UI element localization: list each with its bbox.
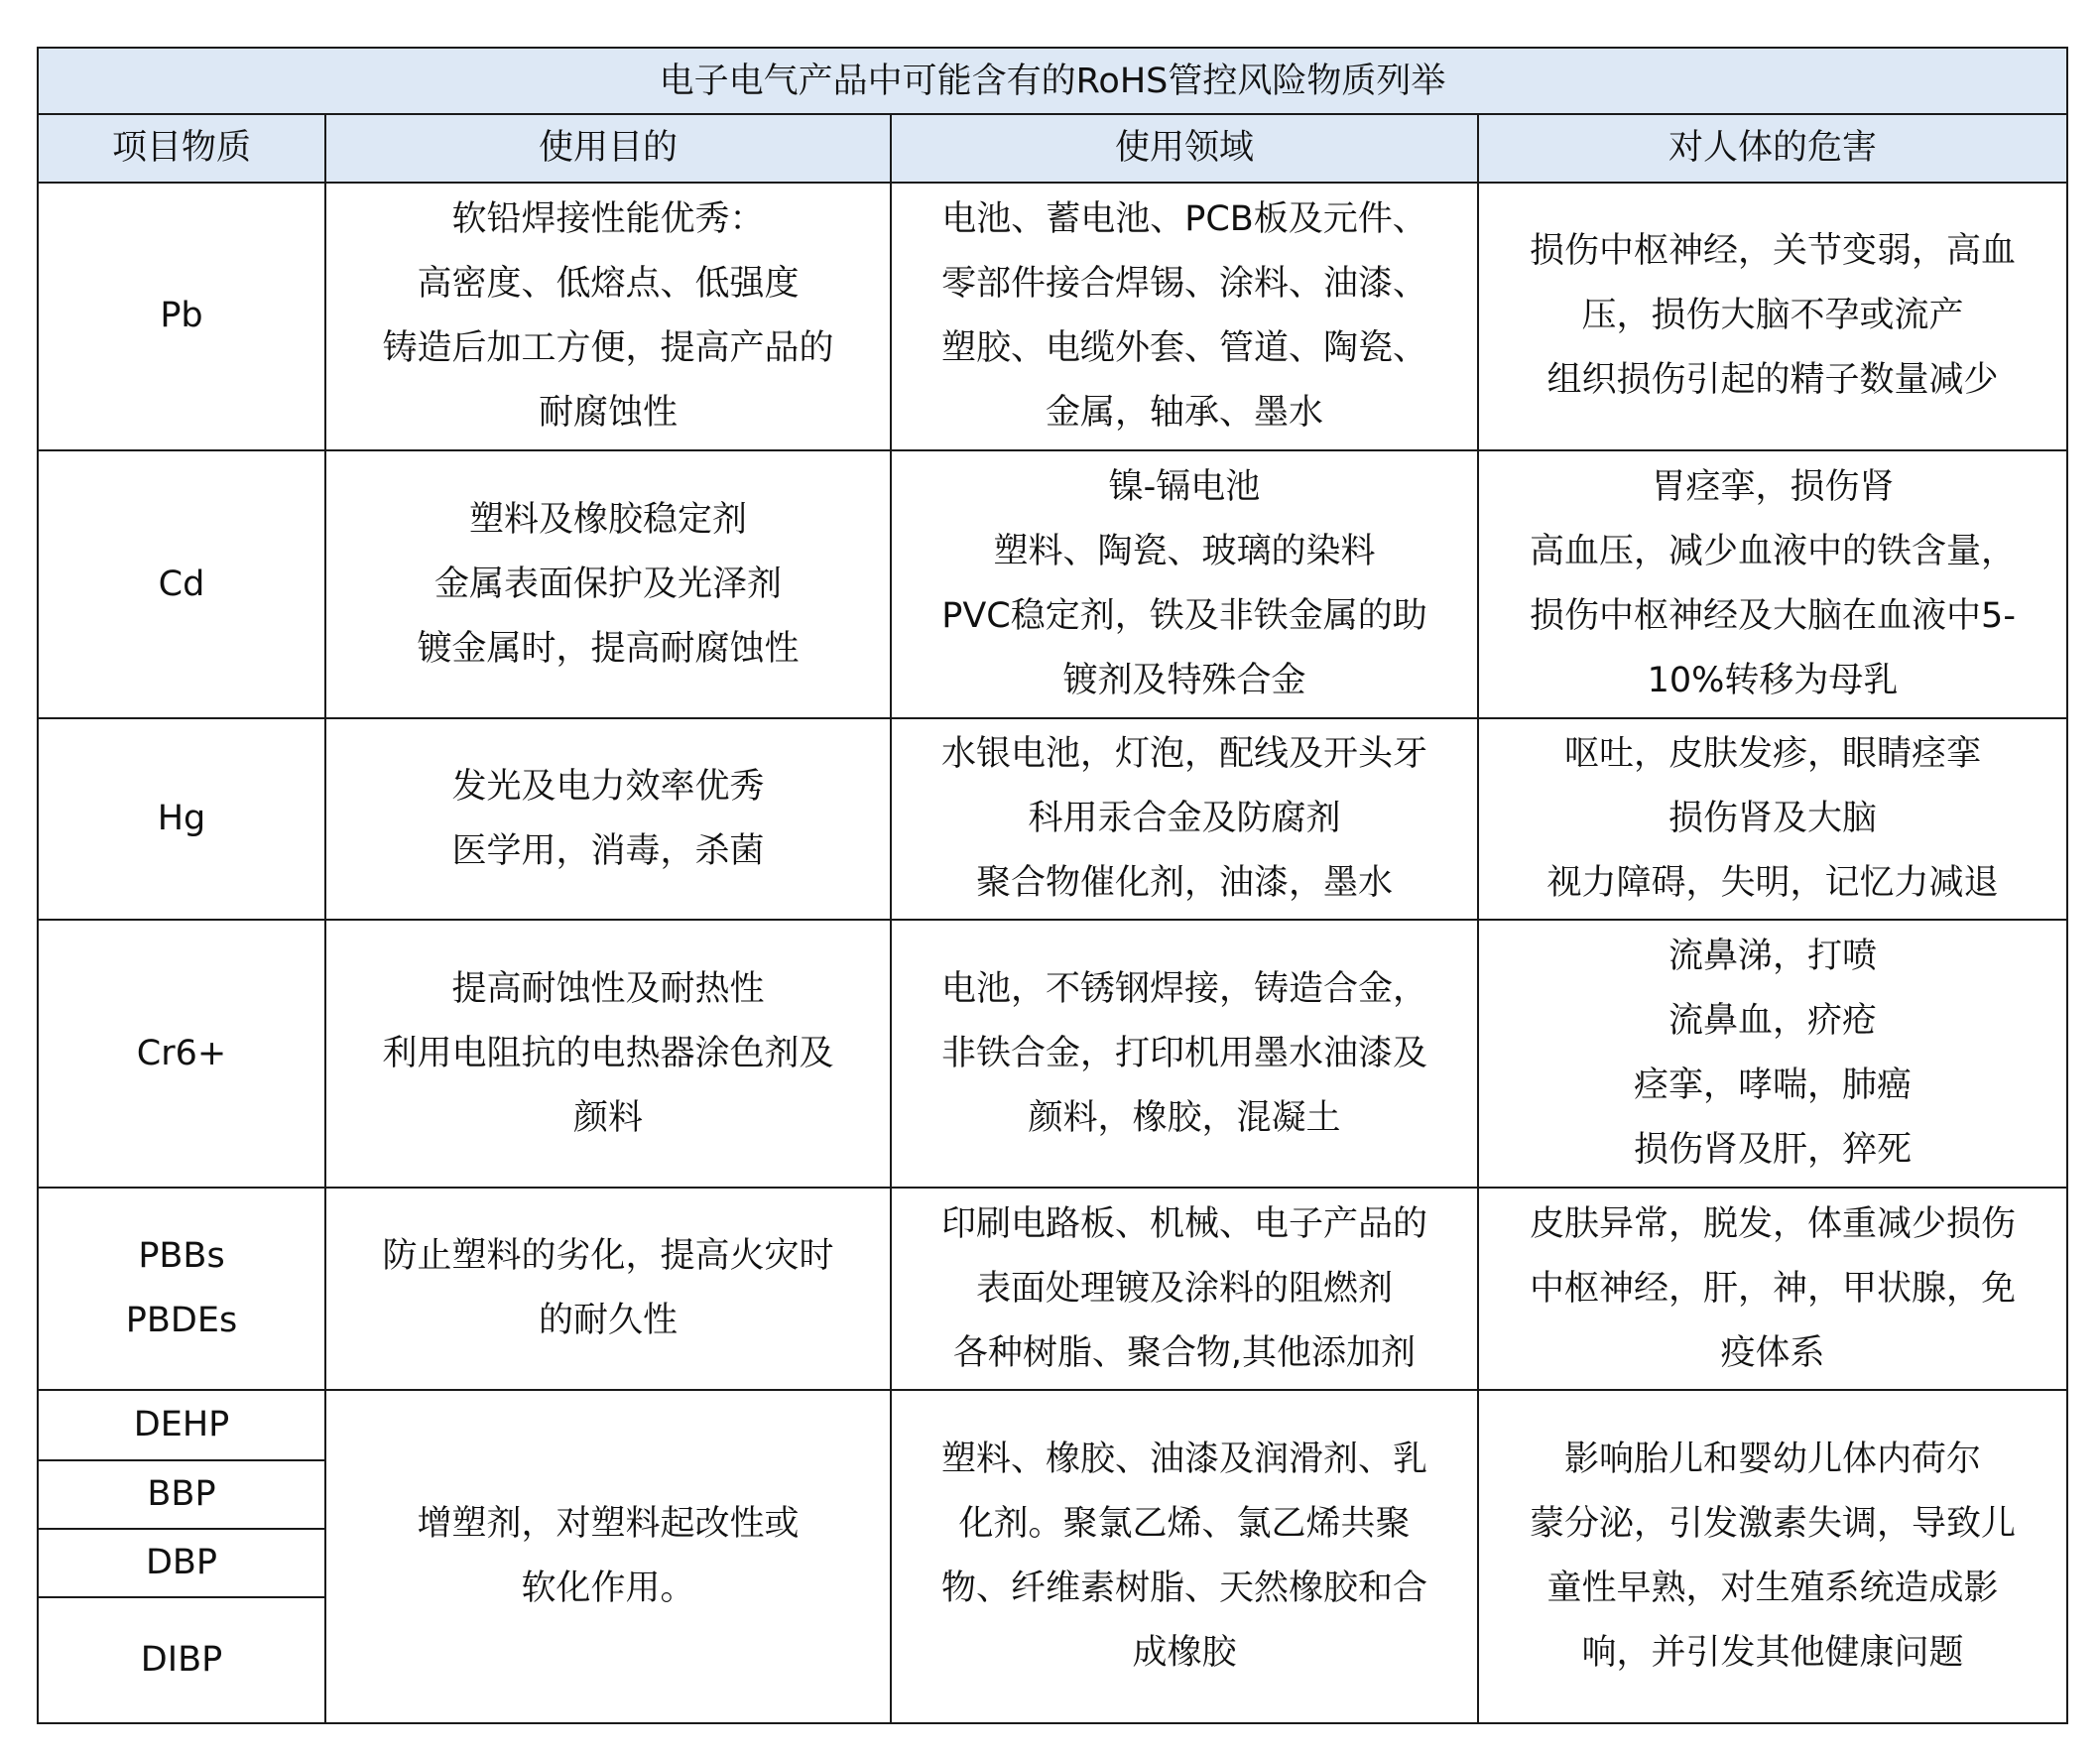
- text-line: 耐腐蚀性: [538, 392, 678, 433]
- text-line: 增塑剂，对塑料起改性或: [417, 1504, 800, 1545]
- table-row: [38, 1188, 2067, 1390]
- hazard-cell: [1478, 1390, 2067, 1723]
- text-line: 损伤肾及肝，猝死: [1634, 1130, 1913, 1171]
- text-line: 蒙分泌，引发激素失调，导致儿: [1530, 1504, 2017, 1545]
- text-line: 塑料、陶瓷、玻璃的染料: [993, 532, 1376, 572]
- header-purpose: 使用目的: [325, 114, 891, 182]
- text-line: PVC稳定剂，铁及非铁金属的助: [941, 596, 1427, 637]
- substance-cell: [38, 450, 325, 718]
- text-line: 高血压，减少血液中的铁含量，: [1530, 532, 2017, 572]
- text-line: 塑料、橡胶、油漆及润滑剂、乳: [940, 1440, 1427, 1480]
- substance-name: Cr6+: [136, 1033, 227, 1073]
- text-line: 颜料，橡胶，混凝土: [1028, 1097, 1341, 1138]
- text-line: 提高耐蚀性及耐热性: [451, 968, 765, 1009]
- table-title: 电子电气产品中可能含有的RoHS管控风险物质列举: [38, 48, 2067, 114]
- text-line: 各种树脂、聚合物,其他添加剂: [952, 1332, 1417, 1373]
- text-line: 电池，不锈钢焊接，铸造合金，: [940, 968, 1427, 1009]
- substance-name: PBBs: [138, 1236, 225, 1277]
- hazard-cell: [1478, 450, 2067, 718]
- text-line: 损伤肾及大脑: [1668, 799, 1878, 839]
- substance-cell: [38, 718, 325, 920]
- text-line: 零部件接合焊锡、涂料、油漆、: [940, 263, 1427, 304]
- text-line: 中枢神经，肝，神，甲状腺，免: [1530, 1268, 2017, 1309]
- substance-name: PBDEs: [125, 1301, 238, 1341]
- rohs-table: [37, 47, 2068, 1724]
- text-line: 化剂。聚氯乙烯、氯乙烯共聚: [958, 1504, 1411, 1545]
- field-cell: [891, 1188, 1478, 1390]
- field-cell: [891, 183, 1478, 450]
- table-row: [38, 450, 2067, 718]
- text-line: 防止塑料的劣化，提高火灾时: [382, 1236, 834, 1277]
- text-line: 镀剂及特殊合金: [1062, 661, 1306, 701]
- purpose-cell: [325, 920, 891, 1188]
- text-line: 组织损伤引起的精子数量减少: [1546, 360, 1999, 401]
- substance-name: Pb: [160, 296, 203, 336]
- substance-cell-bbp: BBP: [38, 1460, 325, 1529]
- substance-name: Hg: [157, 799, 206, 839]
- substance-cell-dbp: DBP: [38, 1529, 325, 1597]
- field-cell: [891, 718, 1478, 920]
- purpose-cell: [325, 450, 891, 718]
- purpose-cell: [325, 1390, 891, 1723]
- text-line: 损伤中枢神经，关节变弱，高血: [1530, 231, 2017, 272]
- table-row: [38, 920, 2067, 1188]
- text-line: 高密度、低熔点、低强度: [417, 263, 800, 304]
- substance-cell-dehp: DEHP: [38, 1390, 325, 1459]
- hazard-cell: [1478, 1188, 2067, 1390]
- text-line: 响，并引发其他健康问题: [1581, 1633, 1964, 1674]
- text-line: 金属，轴承、墨水: [1045, 392, 1323, 433]
- text-line: 镀金属时，提高耐腐蚀性: [417, 628, 800, 669]
- field-cell: [891, 450, 1478, 718]
- text-line: 压，损伤大脑不孕或流产: [1581, 296, 1964, 336]
- text-line: 视力障碍，失明，记忆力减退: [1546, 863, 1999, 904]
- purpose-cell: [325, 183, 891, 450]
- text-line: 利用电阻抗的电热器涂色剂及: [382, 1033, 834, 1073]
- text-line: 软化作用。: [521, 1568, 695, 1609]
- substance-cell-dibp: DIBP: [38, 1597, 325, 1723]
- hazard-cell: [1478, 718, 2067, 920]
- text-line: 流鼻血，疥疮: [1668, 1001, 1878, 1042]
- substance-cell: [38, 920, 325, 1188]
- text-line: 损伤中枢神经及大脑在血液中5-: [1530, 596, 2016, 637]
- text-line: 10%转移为母乳: [1647, 661, 1899, 701]
- text-line: 铸造后加工方便，提高产品的: [382, 327, 834, 368]
- text-line: 童性早熟，对生殖系统造成影: [1546, 1568, 1999, 1609]
- text-line: 疫体系: [1720, 1332, 1825, 1373]
- text-line: 皮肤异常，脱发，体重减少损伤: [1530, 1203, 2017, 1244]
- header-hazard: 对人体的危害: [1478, 114, 2067, 182]
- substance-cell: [38, 183, 325, 450]
- text-line: 镍-镉电池: [1108, 467, 1261, 508]
- substance-cell: [38, 1188, 325, 1390]
- text-line: 发光及电力效率优秀: [451, 766, 765, 807]
- purpose-cell: [325, 718, 891, 920]
- text-line: 成橡胶: [1132, 1633, 1237, 1674]
- purpose-cell: [325, 1188, 891, 1390]
- text-line: 非铁合金，打印机用墨水油漆及: [940, 1033, 1427, 1073]
- text-line: 印刷电路板、机械、电子产品的: [940, 1203, 1427, 1244]
- table-row: [38, 183, 2067, 450]
- table-row: [38, 1390, 2067, 1459]
- text-line: 金属表面保护及光泽剂: [433, 564, 782, 604]
- text-line: 流鼻涕，打喷: [1668, 937, 1878, 977]
- text-line: 呕吐，皮肤发疹，眼睛痉挛: [1564, 734, 1982, 775]
- text-line: 物、纤维素树脂、天然橡胶和合: [940, 1568, 1427, 1609]
- text-line: 塑胶、电缆外套、管道、陶瓷、: [940, 327, 1427, 368]
- header-substance: 项目物质: [38, 114, 325, 182]
- text-line: 表面处理镀及涂料的阻燃剂: [975, 1268, 1393, 1309]
- text-line: 聚合物催化剂，油漆，墨水: [975, 863, 1393, 904]
- field-cell: [891, 920, 1478, 1188]
- text-line: 颜料: [572, 1097, 643, 1138]
- substance-name: Cd: [158, 564, 205, 604]
- text-line: 塑料及橡胶稳定剂: [468, 499, 747, 540]
- field-cell: [891, 1390, 1478, 1723]
- text-line: 影响胎儿和婴幼儿体内荷尔: [1564, 1440, 1982, 1480]
- text-line: 痉挛，哮喘，肺癌: [1634, 1066, 1913, 1106]
- text-line: 软铅焊接性能优秀：: [451, 198, 765, 239]
- hazard-cell: [1478, 183, 2067, 450]
- text-line: 电池、蓄电池、PCB板及元件、: [941, 198, 1427, 239]
- text-line: 的耐久性: [538, 1301, 678, 1341]
- text-line: 医学用，消毒，杀菌: [451, 830, 765, 871]
- text-line: 科用汞合金及防腐剂: [1028, 799, 1341, 839]
- table-row: [38, 718, 2067, 920]
- text-line: 胃痉挛，损伤肾: [1651, 467, 1895, 508]
- header-field: 使用领域: [891, 114, 1478, 182]
- hazard-cell: [1478, 920, 2067, 1188]
- text-line: 水银电池，灯泡，配线及开头牙: [940, 734, 1427, 775]
